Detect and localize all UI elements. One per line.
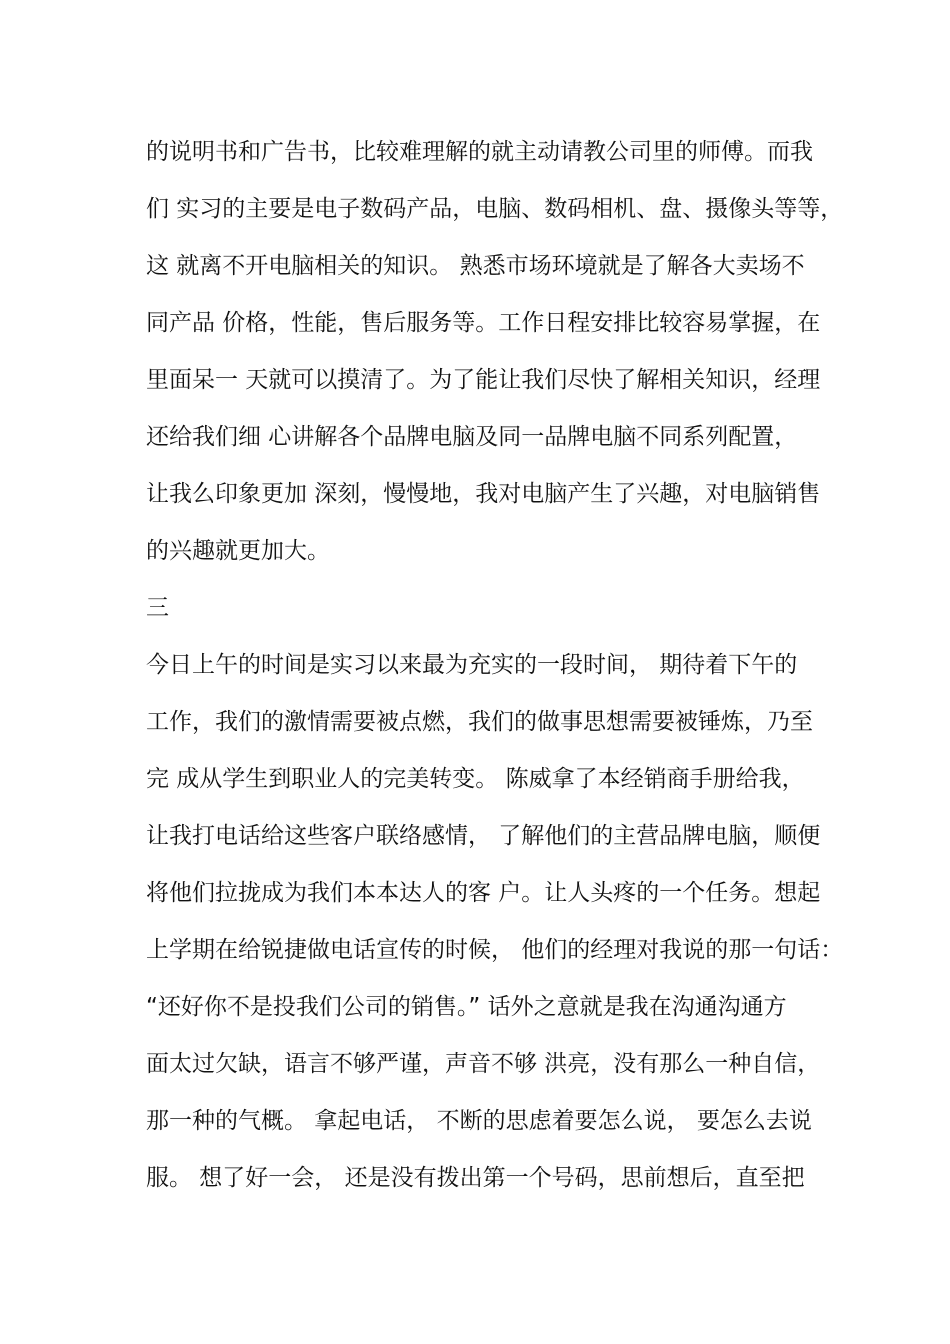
text-line: 同产品 价格，性能，售后服务等。工作日程安排比较容易掌握，在	[146, 310, 821, 336]
text-line: 这 就离不开电脑相关的知识。 熟悉市场环境就是了解各大卖场不	[146, 253, 805, 279]
text-line: 工作，我们的激情需要被点燃，我们的做事思想需要被锤炼，乃至	[146, 709, 813, 735]
text-line: 里面呆一 天就可以摸清了。为了能让我们尽快了解相关知识，经理	[146, 367, 821, 393]
text-line: “还好你不是投我们公司的销售。” 话外之意就是我在沟通沟通方	[146, 994, 787, 1020]
text-line: 服。 想了好一会， 还是没有拨出第一个号码，思前想后，直至把	[146, 1165, 805, 1191]
body-text	[146, 124, 844, 1207]
text-line: 面太过欠缺，语言不够严谨，声音不够 洪亮，没有那么一种自信，	[146, 1051, 821, 1077]
text-line: 的兴趣就更加大。	[146, 538, 330, 564]
text-line: 让我么印象更加 深刻，慢慢地，我对电脑产生了兴趣，对电脑销售	[146, 481, 821, 507]
section-heading: 三	[146, 595, 169, 621]
text-line: 让我打电话给这些客户联络感情， 了解他们的主营品牌电脑，顺便	[146, 823, 821, 849]
text-line: 的说明书和广告书，比较难理解的就主动请教公司里的师傅。而我	[146, 139, 813, 165]
text-line: 上学期在给锐捷做电话宣传的时候， 他们的经理对我说的那一句话：	[146, 937, 844, 963]
text-line: 今日上午的时间是实习以来最为充实的一段时间， 期待着下午的	[146, 652, 798, 678]
text-line: 还给我们细 心讲解各个品牌电脑及同一品牌电脑不同系列配置，	[146, 424, 798, 450]
text-line: 那一种的气概。 拿起电话， 不断的思虑着要怎么说， 要怎么去说	[146, 1108, 812, 1134]
text-line: 完 成从学生到职业人的完美转变。 陈威拿了本经销商手册给我，	[146, 766, 805, 792]
text-line: 们 实习的主要是电子数码产品，电脑、数码相机、盘、摄像头等等，	[146, 196, 844, 222]
text-line: 将他们拉拢成为我们本本达人的客 户。让人头疼的一个任务。想起	[146, 880, 821, 906]
